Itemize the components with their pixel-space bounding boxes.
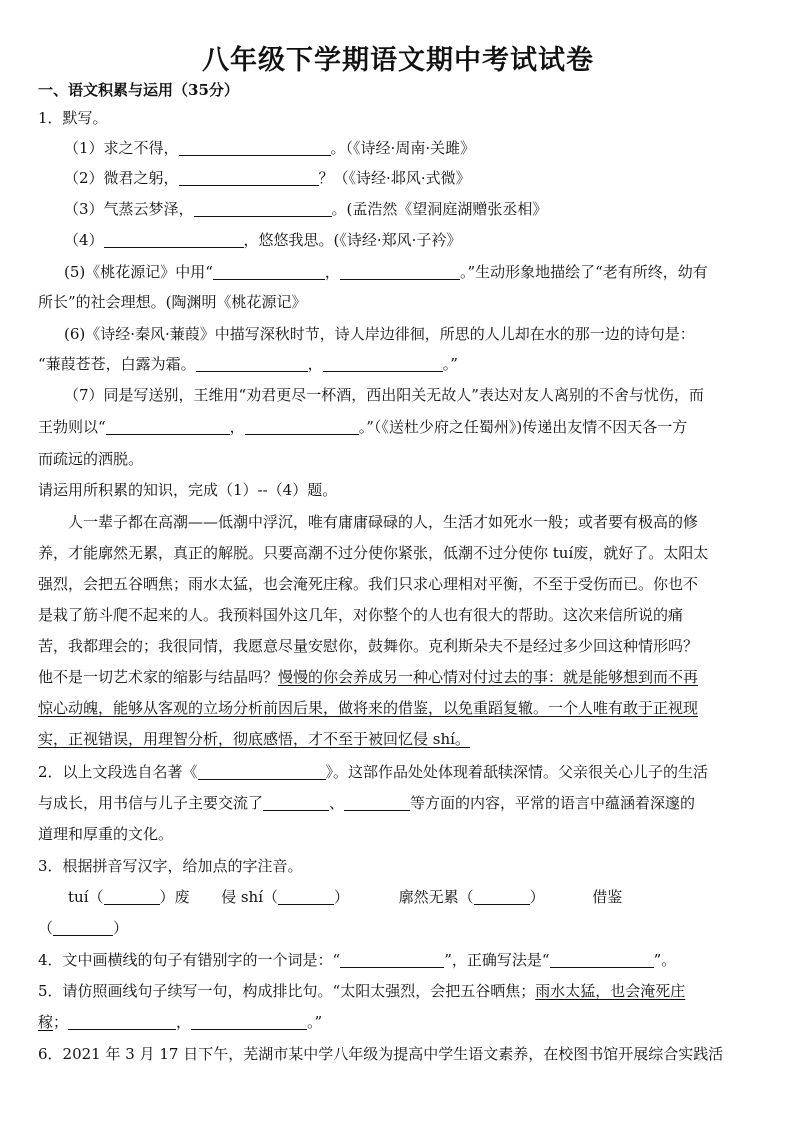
passage-line xyxy=(38,667,758,687)
answer-blank[interactable] xyxy=(213,264,325,280)
passage-line: 养，才能廓然无累，真正的解脱。只要高潮不过分使你紧张，低潮不过分使你 tuí废，就好了。太阳太 xyxy=(38,544,709,562)
underlined-sentence: 慢慢的你会养成另一种心情对付过去的事：就是能够想到而不再 xyxy=(278,668,699,686)
q1-item-5-text-2: 。”生动形象地描绘了“老有所终，幼有 xyxy=(459,263,708,281)
answer-blank[interactable] xyxy=(68,1014,176,1030)
q1-item-1-source: 。（《诗经·周南·关雎》 xyxy=(330,139,476,157)
q1-item-3-source: 。(孟浩然《望洞庭湖赠张丞相》 xyxy=(331,200,548,218)
q4-text-2: ”，正确写法是“ xyxy=(444,951,550,969)
answer-blank[interactable] xyxy=(106,419,230,435)
q2-text: 2．以上文段选自名著《 xyxy=(38,763,198,781)
passage-line: 强烈，会把五谷晒焦；雨水太猛，也会淹死庄稼。我们只求心理相对平衡，不至于受伤而已。你也不 xyxy=(38,575,699,593)
q1-item-6-text: “蒹葭苍苍，白露为霜。 xyxy=(38,355,196,373)
answer-blank[interactable] xyxy=(104,889,160,905)
q1-item-3 xyxy=(64,199,758,219)
answer-blank[interactable] xyxy=(344,795,410,811)
q5-end: 。” xyxy=(307,1013,323,1031)
q1-item-6-comma: ， xyxy=(307,355,323,373)
passage-line: 苦，我都理会的；我很同情，我愿意尽量安慰你，鼓舞你。克利斯朵夫不是经过多少回这种情形吗？ xyxy=(38,637,699,655)
answer-blank[interactable] xyxy=(263,795,329,811)
question-2-cont xyxy=(38,793,758,813)
q1-item-5-text: (5)《桃花源记》中用“ xyxy=(64,263,213,281)
q5-semicolon: ； xyxy=(53,1013,69,1031)
q1-item-6: (6)《诗经·秦风·蒹葭》中描写深秋时节，诗人岸边徘徊，所思的人儿却在水的那一边的诗句是： xyxy=(64,325,695,343)
q2-text-2: 》。这部作品处处体现着舐犊深情。父亲很关心儿子的生活 xyxy=(325,763,709,781)
q1-item-5 xyxy=(64,262,758,282)
q1-item-1 xyxy=(64,138,758,158)
answer-blank[interactable] xyxy=(179,140,331,156)
q2-sep: 、 xyxy=(329,794,345,812)
q1-item-2 xyxy=(64,168,758,188)
instruction: 请运用所积累的知识，完成（1）--（4）题。 xyxy=(38,481,338,499)
q1-item-4-source: ，悠悠我思。(《诗经·郑风·子衿》 xyxy=(243,231,462,249)
question-3-cont xyxy=(38,918,758,938)
passage-text: 他不是一切艺术家的缩影与结晶吗？ xyxy=(38,668,279,686)
answer-blank[interactable] xyxy=(53,920,113,936)
q1-item-1-text: （1）求之不得， xyxy=(64,139,179,157)
underlined-sentence: 实，正视错误，用理智分析，彻底感悟，才不至于被回忆侵 shí。 xyxy=(38,730,470,748)
q1-item-6-cont xyxy=(38,354,758,374)
q1-item-7-text: 王勃则以“ xyxy=(38,418,106,436)
answer-blank[interactable] xyxy=(194,201,332,217)
q1-item-5-comma: ， xyxy=(324,263,340,281)
question-4 xyxy=(38,950,758,970)
q1-item-4 xyxy=(64,230,758,250)
answer-blank[interactable] xyxy=(340,952,444,968)
answer-blank[interactable] xyxy=(104,232,244,248)
passage-line: 人一辈子都在高潮——低潮中浮沉，唯有庸庸碌碌的人，生活才如死水一般；或者要有极高的修 xyxy=(68,513,699,531)
answer-blank[interactable] xyxy=(340,264,460,280)
section-heading: 一、语文积累与运用（35分） xyxy=(38,81,239,99)
q4-text: 4．文中画横线的句子有错别字的一个词是：“ xyxy=(38,951,341,969)
question-3-items xyxy=(68,887,758,907)
q1-item-7-comma: ， xyxy=(229,418,245,436)
q1-item-2-source: ？（《诗经·邶风·式微》 xyxy=(318,169,471,187)
q4-end: ”。 xyxy=(653,951,677,969)
q3-item-b-end: ） xyxy=(334,888,350,906)
q1-item-7-text-2: 。”（《送杜少府之任蜀州》)传递出友情不因天各一方 xyxy=(358,418,688,436)
answer-blank[interactable] xyxy=(196,356,308,372)
q1-item-2-text: （2）微君之躬， xyxy=(64,169,179,187)
q1-item-7-end: 而疏远的洒脱。 xyxy=(38,450,144,468)
q3-item-a-end: ）废 xyxy=(159,888,190,906)
answer-blank[interactable] xyxy=(474,889,530,905)
q3-item-b: 侵 shí（ xyxy=(221,888,279,906)
question-1-label: 1．默写。 xyxy=(38,109,108,127)
question-3-label: 3．根据拼音写汉字，给加点的字注音。 xyxy=(38,857,303,875)
answer-blank[interactable] xyxy=(278,889,334,905)
question-2-end: 道理和厚重的文化。 xyxy=(38,825,174,843)
q3-item-d-close: ） xyxy=(113,919,129,937)
q1-item-7-cont xyxy=(38,417,758,437)
passage-line: 是栽了筋斗爬不起来的人。我预料国外这几年，对你整个的人也有很大的帮助。这次来信所说的痛 xyxy=(38,606,684,624)
q3-item-d: 借鉴 xyxy=(592,888,623,906)
question-6: 6．2021 年 3 月 17 日下午，芜湖市某中学八年级为提高中学生语文素养，在校图书馆开展综合实践活 xyxy=(38,1045,724,1063)
page-title: 八年级下学期语文期中考试试卷 xyxy=(202,45,594,76)
q1-item-7: （7）同是写送别，王维用“劝君更尽一杯酒，西出阳关无故人”表达对友人离别的不舍与忧伤，而 xyxy=(64,386,704,404)
q3-item-c: 廓然无累（ xyxy=(398,888,474,906)
question-5-cont xyxy=(38,1012,758,1032)
q2-text-4: 等方面的内容，平常的语言中蕴涵着深邃的 xyxy=(410,794,696,812)
q3-item-a: tuí（ xyxy=(68,888,104,906)
q1-item-6-end: 。” xyxy=(442,355,458,373)
answer-blank[interactable] xyxy=(179,170,319,186)
q5-comma: ， xyxy=(176,1013,192,1031)
q1-item-3-text: （3）气蒸云梦泽， xyxy=(64,200,194,218)
q1-item-4-text: （4） xyxy=(64,231,104,249)
answer-blank[interactable] xyxy=(198,764,326,780)
answer-blank[interactable] xyxy=(245,419,359,435)
answer-blank[interactable] xyxy=(323,356,443,372)
question-5 xyxy=(38,981,758,1001)
q1-item-5-cont: 所长”的社会理想。(陶渊明《桃花源记》 xyxy=(38,293,307,311)
answer-blank[interactable] xyxy=(550,952,654,968)
q3-item-d-open: （ xyxy=(38,919,54,937)
q5-text: 5．请仿照画线句子续写一句，构成排比句。“太阳太强烈，会把五谷晒焦； xyxy=(38,982,536,1000)
q5-underlined: 雨水太猛，也会淹死庄 xyxy=(535,982,686,1000)
question-2 xyxy=(38,762,758,782)
q3-item-c-end: ） xyxy=(529,888,545,906)
underlined-sentence: 惊心动魄，能够从客观的立场分析前因后果，做将来的借鉴，以免重蹈复辙。一个人唯有敢于正视现 xyxy=(38,699,699,717)
q2-text-3: 与成长，用书信与儿子主要交流了 xyxy=(38,794,264,812)
answer-blank[interactable] xyxy=(191,1014,307,1030)
q5-underlined-end: 稼 xyxy=(38,1013,54,1031)
